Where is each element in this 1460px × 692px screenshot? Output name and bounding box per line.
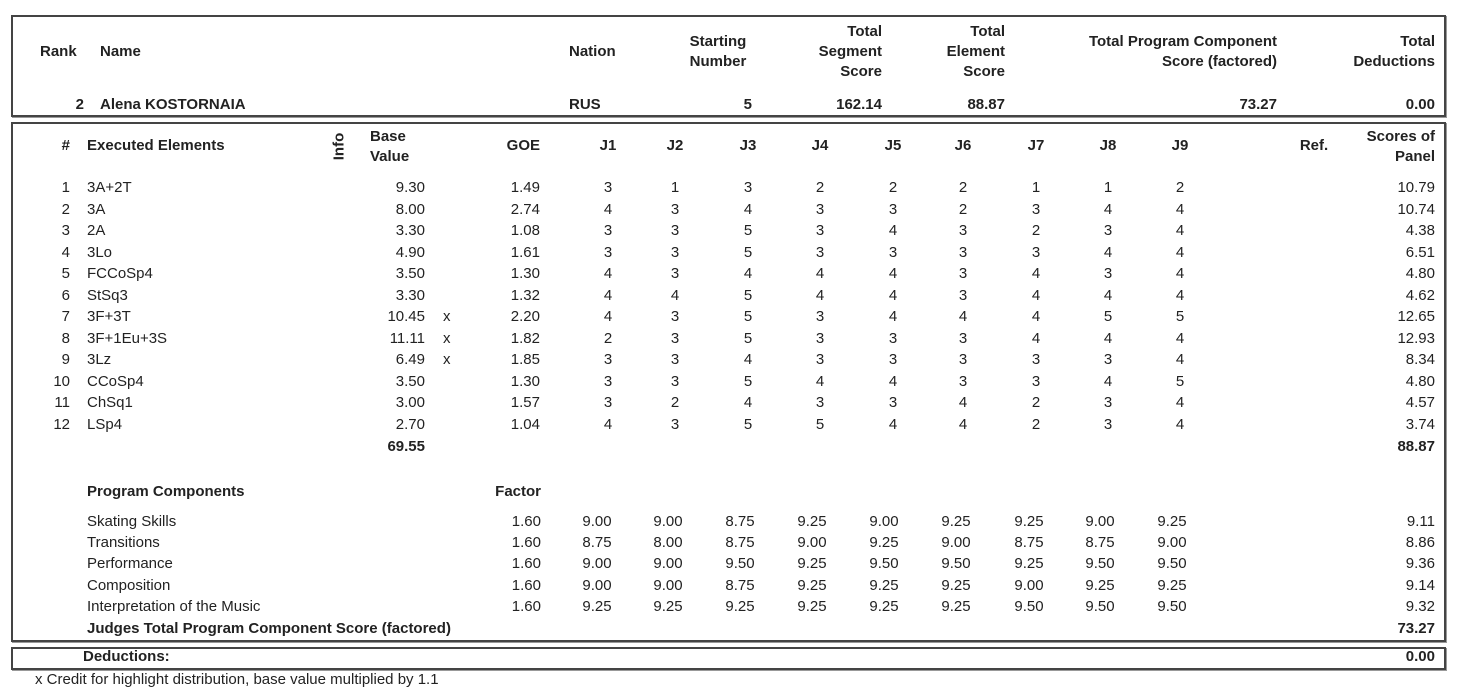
ref-header: Ref. — [1299, 137, 1329, 154]
component-name: Transitions — [87, 534, 160, 551]
tpcs-header: Score (factored) — [1161, 53, 1277, 70]
element-base-value: 10.45 — [387, 308, 425, 325]
element-judge-score: 2 — [815, 179, 825, 196]
component-judge-score: 9.00 — [582, 555, 612, 572]
element-judge-score: 4 — [603, 308, 613, 325]
element-goe: 1.32 — [510, 286, 540, 304]
element-judge-score: 5 — [743, 415, 753, 433]
element-number: 8 — [61, 329, 70, 347]
component-judge-score: 9.50 — [941, 555, 971, 572]
element-judge-score: 4 — [603, 286, 613, 304]
element-judge-score: 4 — [888, 415, 898, 433]
element-judge-score: 5 — [1175, 372, 1185, 390]
element-judge-score: 4 — [815, 265, 825, 282]
element-number: 4 — [61, 243, 70, 261]
component-judge-score: 9.25 — [1157, 513, 1187, 530]
element-judge-score: 4 — [815, 286, 825, 304]
component-judge-score: 9.25 — [797, 577, 827, 594]
skater-tes: 88.87 — [967, 96, 1005, 113]
element-judge-score: 4 — [603, 265, 613, 282]
element-judge-score: 3 — [670, 351, 680, 368]
element-judge-score: 3 — [958, 372, 968, 390]
element-base-value: 3.50 — [395, 372, 425, 390]
judge-header: J3 — [739, 137, 757, 154]
element-judge-score: 3 — [603, 179, 613, 196]
components-total-value: 73.27 — [1397, 620, 1435, 637]
element-number: 11 — [54, 394, 70, 411]
deductions-header: Total — [1400, 33, 1435, 50]
element-info-marker: x — [443, 351, 451, 368]
component-panel-score: 9.36 — [1405, 555, 1435, 572]
element-judge-score: 2 — [958, 200, 968, 218]
element-judge-score: 4 — [815, 372, 825, 390]
element-judge-score: 4 — [1175, 329, 1185, 347]
judge-header: J6 — [954, 137, 972, 154]
element-judge-score: 3 — [815, 329, 825, 347]
element-name: 3A — [87, 200, 106, 218]
element-judge-score: 3 — [815, 243, 825, 261]
element-judge-score: 4 — [958, 415, 968, 433]
element-judge-score: 3 — [888, 351, 898, 368]
element-judge-score: 4 — [1175, 222, 1185, 239]
elements-panel-total: 88.87 — [1397, 438, 1435, 455]
element-goe: 1.30 — [510, 372, 540, 390]
element-panel-score: 10.74 — [1397, 200, 1435, 218]
element-judge-score: 3 — [670, 415, 680, 433]
element-base-value: 2.70 — [395, 415, 425, 433]
element-judge-score: 3 — [603, 222, 613, 239]
element-name: 3F+3T — [87, 308, 131, 325]
skater-rank: 2 — [75, 96, 84, 113]
skater-tpcs: 73.27 — [1239, 96, 1277, 113]
component-judge-score: 9.25 — [941, 598, 971, 615]
component-judge-score: 9.25 — [797, 513, 827, 530]
element-judge-score: 1 — [1103, 179, 1113, 196]
element-judge-score: 3 — [958, 329, 968, 347]
component-factor: 1.60 — [511, 555, 541, 572]
element-judge-score: 4 — [743, 394, 753, 411]
element-judge-score: 4 — [1103, 372, 1113, 390]
element-judge-score: 5 — [815, 415, 825, 433]
element-judge-score: 3 — [603, 351, 613, 368]
element-judge-score: 3 — [958, 243, 968, 261]
component-judge-score: 9.50 — [1085, 598, 1115, 615]
deductions-box — [11, 647, 1446, 670]
component-judge-score: 9.00 — [869, 513, 899, 530]
panel-header: Panel — [1394, 148, 1435, 165]
element-judge-score: 2 — [670, 394, 680, 411]
element-judge-score: 3 — [1031, 351, 1041, 368]
element-judge-score: 4 — [1175, 394, 1185, 411]
element-judge-score: 5 — [1175, 308, 1185, 325]
element-number: 7 — [61, 308, 70, 325]
element-judge-score: 4 — [743, 265, 753, 282]
element-judge-score: 3 — [1103, 394, 1113, 411]
element-panel-score: 12.65 — [1397, 308, 1435, 325]
deductions-header: Deductions — [1353, 53, 1435, 70]
element-judge-score: 3 — [815, 351, 825, 368]
component-judge-score: 9.25 — [941, 577, 971, 594]
name-header: Name — [100, 43, 141, 60]
footnote: x Credit for highlight distribution, base value multiplied by 1.1 — [35, 671, 439, 688]
tes-header: Element — [946, 43, 1005, 60]
element-judge-score: 4 — [1031, 308, 1041, 325]
element-judge-score: 3 — [670, 308, 680, 325]
info-header: Info — [330, 132, 348, 161]
skater-deductions: 0.00 — [1405, 96, 1435, 113]
element-judge-score: 1 — [1031, 179, 1041, 196]
component-judge-score: 9.25 — [1014, 513, 1044, 530]
base-value-header: Value — [370, 148, 410, 165]
element-judge-score: 4 — [1175, 243, 1185, 261]
element-judge-score: 4 — [1103, 286, 1113, 304]
element-judge-score: 3 — [888, 329, 898, 347]
component-judge-score: 8.00 — [653, 534, 683, 551]
component-judge-score: 9.25 — [797, 598, 827, 615]
element-base-value: 4.90 — [395, 243, 425, 261]
element-judge-score: 4 — [1175, 351, 1185, 368]
component-judge-score: 9.25 — [1014, 555, 1044, 572]
element-name: 3Lo — [87, 243, 113, 261]
tes-header: Total — [970, 23, 1005, 40]
component-name: Performance — [87, 555, 173, 572]
element-panel-score: 12.93 — [1397, 329, 1435, 347]
element-name: 2A — [87, 222, 106, 239]
deductions-value: 0.00 — [1405, 648, 1435, 665]
element-judge-score: 3 — [670, 372, 680, 390]
component-judge-score: 9.00 — [582, 513, 612, 530]
element-judge-score: 3 — [815, 394, 825, 411]
component-judge-score: 9.00 — [797, 534, 827, 551]
component-judge-score: 9.50 — [869, 555, 899, 572]
element-panel-score: 3.74 — [1405, 415, 1435, 433]
skater-name: Alena KOSTORNAIA — [100, 96, 246, 113]
component-factor: 1.60 — [511, 534, 541, 551]
element-judge-score: 3 — [603, 394, 613, 411]
element-judge-score: 5 — [1103, 308, 1113, 325]
skater-nation: RUS — [569, 96, 601, 113]
element-judge-score: 3 — [1031, 243, 1041, 261]
element-judge-score: 3 — [958, 286, 968, 304]
component-judge-score: 9.25 — [869, 577, 899, 594]
element-name: ChSq1 — [87, 394, 133, 411]
component-judge-score: 9.00 — [941, 534, 971, 551]
component-panel-score: 9.32 — [1405, 598, 1435, 615]
element-judge-score: 3 — [1031, 200, 1041, 218]
judge-header: J5 — [884, 137, 902, 154]
component-judge-score: 8.75 — [725, 513, 755, 530]
element-name: FCCoSp4 — [87, 265, 153, 282]
element-goe: 1.61 — [510, 243, 540, 261]
element-judge-score: 3 — [670, 265, 680, 282]
element-judge-score: 4 — [958, 394, 968, 411]
element-goe: 1.49 — [510, 179, 540, 196]
element-judge-score: 2 — [603, 329, 613, 347]
component-panel-score: 8.86 — [1405, 534, 1435, 551]
component-judge-score: 9.25 — [1157, 577, 1187, 594]
tpcs-header: Total Program Component — [1088, 33, 1277, 50]
element-base-value: 11.11 — [389, 329, 425, 347]
component-judge-score: 9.25 — [725, 598, 755, 615]
element-judge-score: 5 — [743, 286, 753, 304]
element-judge-score: 4 — [1175, 265, 1185, 282]
elements-header: Executed Elements — [87, 137, 225, 154]
element-name: LSp4 — [87, 415, 123, 433]
component-judge-score: 8.75 — [582, 534, 612, 551]
element-goe: 2.74 — [510, 200, 540, 218]
element-judge-score: 4 — [1103, 243, 1113, 261]
element-panel-score: 4.38 — [1405, 222, 1435, 239]
element-judge-score: 4 — [1103, 329, 1113, 347]
element-judge-score: 4 — [743, 200, 753, 218]
num-header: # — [61, 137, 70, 154]
element-judge-score: 3 — [888, 394, 898, 411]
element-judge-score: 4 — [1175, 200, 1185, 218]
element-judge-score: 3 — [888, 200, 898, 218]
element-judge-score: 3 — [815, 222, 825, 239]
component-judge-score: 9.00 — [1014, 577, 1044, 594]
element-judge-score: 5 — [743, 329, 753, 347]
component-factor: 1.60 — [511, 513, 541, 530]
element-judge-score: 3 — [670, 243, 680, 261]
tes-header: Score — [963, 63, 1005, 80]
component-judge-score: 8.75 — [725, 577, 755, 594]
element-number: 2 — [61, 200, 70, 218]
element-goe: 1.30 — [510, 265, 540, 282]
judge-header: J8 — [1099, 137, 1117, 154]
element-judge-score: 4 — [1103, 200, 1113, 218]
element-panel-score: 4.80 — [1405, 265, 1435, 282]
element-goe: 1.85 — [510, 351, 540, 368]
component-judge-score: 9.25 — [582, 598, 612, 615]
element-panel-score: 10.79 — [1397, 179, 1435, 196]
component-panel-score: 9.11 — [1406, 513, 1435, 530]
deductions-label: Deductions: — [83, 648, 170, 665]
element-name: StSq3 — [87, 286, 128, 304]
element-base-value: 3.50 — [395, 265, 425, 282]
element-judge-score: 4 — [888, 286, 898, 304]
tss-header: Score — [840, 63, 882, 80]
element-judge-score: 3 — [815, 200, 825, 218]
element-judge-score: 3 — [1103, 415, 1113, 433]
element-number: 1 — [61, 179, 70, 196]
base-value-header: Base — [370, 128, 406, 145]
element-base-value: 3.30 — [395, 286, 425, 304]
element-base-value: 9.30 — [395, 179, 425, 196]
component-judge-score: 9.50 — [1157, 598, 1187, 615]
element-panel-score: 4.80 — [1405, 372, 1435, 390]
starting-number-header: Number — [689, 53, 747, 70]
element-judge-score: 3 — [958, 265, 968, 282]
element-judge-score: 3 — [1103, 222, 1113, 239]
element-panel-score: 8.34 — [1405, 351, 1435, 368]
component-factor: 1.60 — [511, 598, 541, 615]
component-judge-score: 8.75 — [1085, 534, 1115, 551]
element-judge-score: 5 — [743, 243, 753, 261]
element-info-marker: x — [443, 308, 451, 325]
component-judge-score: 9.50 — [725, 555, 755, 572]
element-base-value: 3.30 — [395, 222, 425, 239]
element-number: 12 — [53, 415, 70, 433]
element-number: 10 — [53, 372, 70, 390]
component-name: Skating Skills — [87, 513, 177, 530]
element-judge-score: 3 — [603, 243, 613, 261]
element-judge-score: 4 — [958, 308, 968, 325]
starting-number-header: Starting — [689, 33, 747, 50]
tss-header: Segment — [818, 43, 882, 60]
element-judge-score: 3 — [958, 351, 968, 368]
judge-header: J7 — [1027, 137, 1045, 154]
element-judge-score: 3 — [670, 200, 680, 218]
component-judge-score: 9.50 — [1014, 598, 1044, 615]
element-judge-score: 3 — [815, 308, 825, 325]
element-goe: 1.04 — [510, 415, 540, 433]
element-judge-score: 4 — [888, 222, 898, 239]
element-judge-score: 4 — [1031, 286, 1041, 304]
element-judge-score: 3 — [1103, 265, 1113, 282]
component-judge-score: 8.75 — [1014, 534, 1044, 551]
element-judge-score: 3 — [1103, 351, 1113, 368]
element-name: 3F+1Eu+3S — [87, 329, 168, 347]
element-judge-score: 2 — [1031, 222, 1041, 239]
element-panel-score: 4.57 — [1405, 394, 1435, 411]
rank-header: Rank — [40, 43, 77, 60]
element-base-value: 3.00 — [395, 394, 425, 411]
element-judge-score: 2 — [1031, 394, 1041, 411]
element-judge-score: 3 — [1031, 372, 1041, 390]
element-judge-score: 4 — [888, 372, 898, 390]
component-judge-score: 9.00 — [653, 513, 683, 530]
element-base-value: 8.00 — [395, 200, 425, 218]
component-judge-score: 9.00 — [582, 577, 612, 594]
factor-header: Factor — [495, 483, 541, 500]
element-judge-score: 3 — [743, 179, 753, 196]
component-judge-score: 9.25 — [653, 598, 683, 615]
element-goe: 1.08 — [510, 222, 540, 239]
element-judge-score: 4 — [1175, 415, 1185, 433]
element-judge-score: 5 — [743, 308, 753, 325]
component-judge-score: 9.00 — [653, 577, 683, 594]
component-judge-score: 9.00 — [653, 555, 683, 572]
element-judge-score: 4 — [1031, 265, 1041, 282]
goe-header: GOE — [506, 137, 540, 154]
element-judge-score: 4 — [603, 200, 613, 218]
element-judge-score: 4 — [603, 415, 613, 433]
element-judge-score: 4 — [888, 308, 898, 325]
element-name: CCoSp4 — [87, 372, 144, 390]
element-judge-score: 4 — [1175, 286, 1185, 304]
component-factor: 1.60 — [511, 577, 541, 594]
component-judge-score: 9.50 — [1157, 555, 1187, 572]
element-goe: 1.57 — [510, 394, 540, 411]
element-judge-score: 4 — [888, 265, 898, 282]
component-judge-score: 9.00 — [1157, 534, 1187, 551]
component-judge-score: 9.00 — [1085, 513, 1115, 530]
element-judge-score: 3 — [670, 222, 680, 239]
element-name: 3A+2T — [87, 179, 132, 196]
element-judge-score: 3 — [958, 222, 968, 239]
element-goe: 2.20 — [510, 308, 540, 325]
element-judge-score: 2 — [1175, 179, 1185, 196]
element-number: 5 — [61, 265, 70, 282]
component-judge-score: 9.25 — [869, 598, 899, 615]
element-judge-score: 2 — [888, 179, 898, 196]
tss-header: Total — [847, 23, 882, 40]
element-info-marker: x — [443, 329, 451, 347]
skater-tss: 162.14 — [836, 96, 882, 113]
element-judge-score: 3 — [888, 243, 898, 261]
element-judge-score: 2 — [1031, 415, 1041, 433]
judge-header: J4 — [811, 137, 829, 154]
component-judge-score: 8.75 — [725, 534, 755, 551]
component-panel-score: 9.14 — [1405, 577, 1435, 594]
element-number: 3 — [61, 222, 70, 239]
element-judge-score: 5 — [743, 372, 753, 390]
element-judge-score: 5 — [743, 222, 753, 239]
element-judge-score: 4 — [670, 286, 680, 304]
component-judge-score: 9.25 — [941, 513, 971, 530]
component-name: Composition — [87, 577, 171, 594]
judge-header: J2 — [666, 137, 684, 154]
element-goe: 1.82 — [510, 329, 540, 347]
components-header: Program Components — [87, 483, 245, 500]
element-panel-score: 6.51 — [1405, 243, 1435, 261]
component-name: Interpretation of the Music — [87, 598, 261, 615]
element-judge-score: 4 — [743, 351, 753, 368]
element-judge-score: 1 — [670, 179, 680, 196]
element-panel-score: 4.62 — [1405, 286, 1435, 304]
skater-starting-number: 5 — [743, 96, 752, 113]
element-judge-score: 3 — [603, 372, 613, 390]
element-number: 9 — [61, 351, 70, 368]
element-number: 6 — [61, 286, 70, 304]
component-judge-score: 9.50 — [1085, 555, 1115, 572]
element-judge-score: 2 — [958, 179, 968, 196]
element-base-value: 6.49 — [395, 351, 425, 368]
component-judge-score: 9.25 — [797, 555, 827, 572]
component-judge-score: 9.25 — [869, 534, 899, 551]
judge-header: J1 — [599, 137, 617, 154]
component-judge-score: 9.25 — [1085, 577, 1115, 594]
element-name: 3Lz — [87, 351, 112, 368]
element-judge-score: 4 — [1031, 329, 1041, 347]
element-judge-score: 3 — [670, 329, 680, 347]
elements-base-total: 69.55 — [387, 438, 425, 455]
components-total-label: Judges Total Program Component Score (factored) — [87, 620, 451, 637]
panel-header: Scores of — [1366, 128, 1435, 145]
judge-header: J9 — [1171, 137, 1189, 154]
nation-header: Nation — [569, 43, 616, 60]
